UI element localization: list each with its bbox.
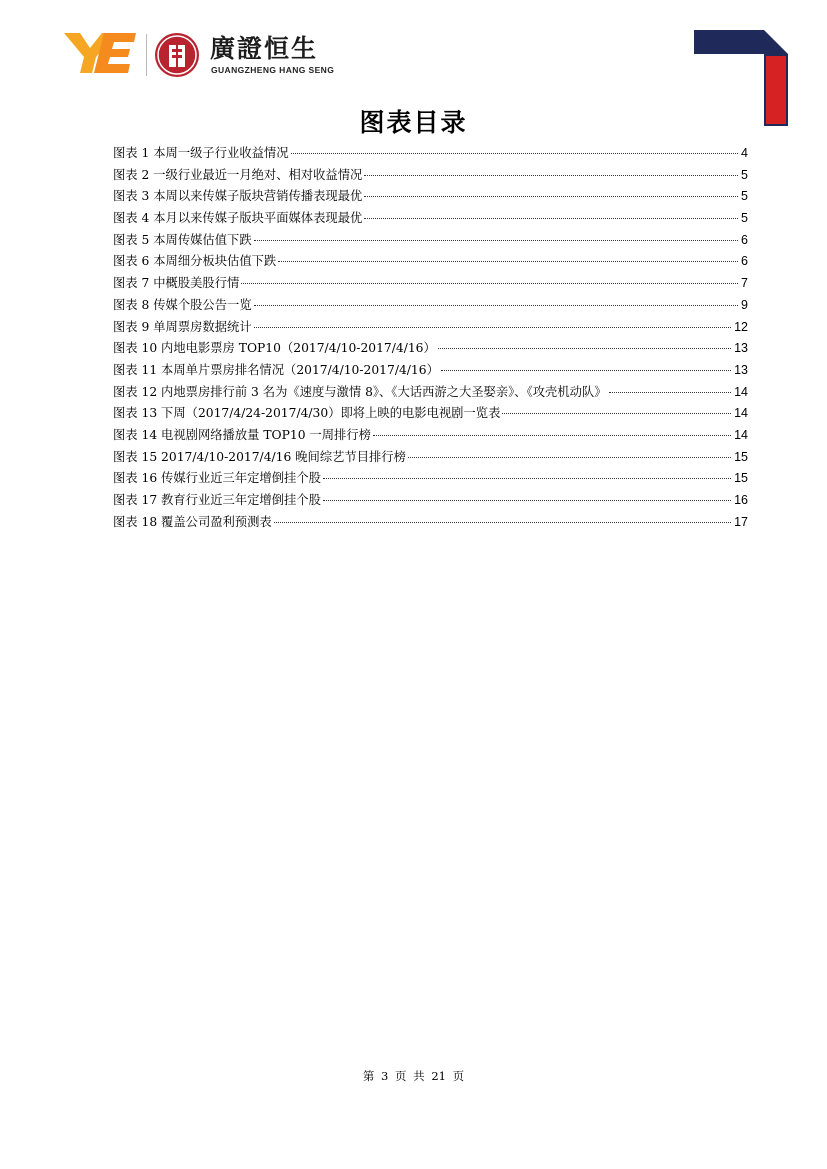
toc-entry-label: 图表 6 本周细分板块估值下跌 [113, 254, 277, 269]
toc-entry-page: 14 [734, 427, 748, 442]
toc-entry[interactable] [113, 186, 748, 208]
dot-leader [609, 392, 732, 393]
toc-entry-page: 15 [734, 449, 748, 464]
toc-entry-page: 6 [741, 232, 748, 247]
toc-entry[interactable] [113, 165, 748, 187]
toc-entry[interactable] [113, 143, 748, 165]
toc-entry[interactable] [113, 360, 748, 382]
toc-entry[interactable] [113, 382, 748, 404]
toc-entry[interactable] [113, 468, 748, 490]
toc-entry-label: 图表 5 本周传媒估值下跌 [113, 232, 252, 247]
dot-leader [438, 348, 731, 349]
toc-entry-page: 17 [734, 514, 748, 529]
dot-leader [441, 370, 731, 371]
toc-entry[interactable] [113, 230, 748, 252]
toc-entry-label: 图表 14 电视剧网络播放量 TOP10 一周排行榜 [113, 427, 371, 442]
toc-entry-label: 图表 10 内地电影票房 TOP10（2017/4/10-2017/4/16） [113, 341, 436, 356]
dot-leader [373, 435, 731, 436]
toc-entry[interactable] [113, 512, 748, 534]
toc-entry-page: 15 [734, 471, 748, 486]
toc-entry-page: 13 [734, 341, 748, 356]
page-title: 图表目录 [359, 108, 468, 137]
toc-entry-page: 5 [741, 211, 748, 226]
dot-leader [254, 240, 738, 241]
dot-leader [323, 500, 731, 501]
toc-entry-page: 12 [734, 319, 748, 334]
toc-entry-page: 5 [741, 167, 748, 182]
toc-entry-page: 7 [741, 276, 748, 291]
seal-icon [155, 33, 199, 77]
page-number: 第 3 页 共 21 页 [362, 1069, 465, 1083]
dot-leader [278, 261, 738, 262]
toc-entry[interactable] [113, 425, 748, 447]
toc-entry-page: 16 [734, 493, 748, 507]
dot-leader [274, 522, 731, 523]
page-header [0, 0, 827, 90]
figure-list [113, 143, 748, 533]
toc-entry-label: 图表 13 下周（2017/4/24-2017/4/30）即将上映的电影电视剧一览表 [113, 406, 501, 421]
dot-leader [408, 457, 731, 458]
dot-leader [291, 153, 739, 154]
toc-entry-label: 图表 11 本周单片票房排名情况（2017/4/10-2017/4/16） [113, 362, 439, 377]
toc-entry[interactable] [113, 338, 748, 360]
toc-entry[interactable] [113, 295, 748, 317]
toc-entry-page: 9 [741, 297, 748, 312]
brand-name-cn: 廣證恒生 [210, 34, 319, 63]
toc-entry-label: 图表 16 传媒行业近三年定增倒挂个股 [113, 471, 321, 486]
toc-entry-label: 图表 15 2017/4/10-2017/4/16 晚间综艺节目排行榜 [113, 449, 406, 464]
logo-divider [146, 34, 147, 76]
toc-entry-label: 图表 4 本月以来传媒子版块平面媒体表现最优 [113, 211, 363, 226]
toc-entry-page: 14 [734, 384, 748, 399]
dot-leader [241, 283, 738, 284]
dot-leader [254, 327, 731, 328]
dot-leader [364, 218, 738, 219]
toc-entry-label: 图表 7 中概股美股行情 [113, 276, 240, 291]
brand-name-en: GUANGZHENG HANG SENG [211, 65, 335, 75]
toc-entry-page: 4 [741, 146, 748, 160]
toc-entry-label: 图表 12 内地票房排行前 3 名为《速度与激情 8》、《大话西游之大圣娶亲》、《攻壳机动队》 [113, 384, 607, 399]
dot-leader [502, 413, 731, 414]
toc-entry-label: 图表 9 单周票房数据统计 [113, 319, 252, 334]
toc-entry[interactable] [113, 251, 748, 273]
toc-entry-label: 图表 18 覆盖公司盈利预测表 [113, 514, 272, 529]
toc-entry-label: 图表 8 传媒个股公告一览 [113, 297, 252, 312]
toc-entry-page: 6 [741, 254, 748, 269]
toc-entry-page: 13 [734, 362, 748, 377]
ye-logo-icon [64, 31, 138, 75]
toc-entry-page: 5 [741, 189, 748, 204]
toc-entry[interactable] [113, 490, 748, 512]
toc-entry[interactable] [113, 317, 748, 339]
dot-leader [364, 175, 738, 176]
toc-entry-page: 14 [734, 406, 748, 421]
toc-entry[interactable] [113, 403, 748, 425]
toc-entry-label: 图表 17 教育行业近三年定增倒挂个股 [113, 493, 321, 507]
dot-leader [254, 305, 738, 306]
toc-entry[interactable] [113, 273, 748, 295]
toc-entry-label: 图表 2 一级行业最近一月绝对、相对收益情况 [113, 167, 363, 182]
dot-leader [364, 196, 738, 197]
toc-entry-label: 图表 1 本周一级子行业收益情况 [113, 146, 289, 160]
dot-leader [323, 478, 731, 479]
toc-entry-label: 图表 3 本周以来传媒子版块营销传播表现最优 [113, 189, 363, 204]
toc-entry[interactable] [113, 447, 748, 469]
toc-entry[interactable] [113, 208, 748, 230]
